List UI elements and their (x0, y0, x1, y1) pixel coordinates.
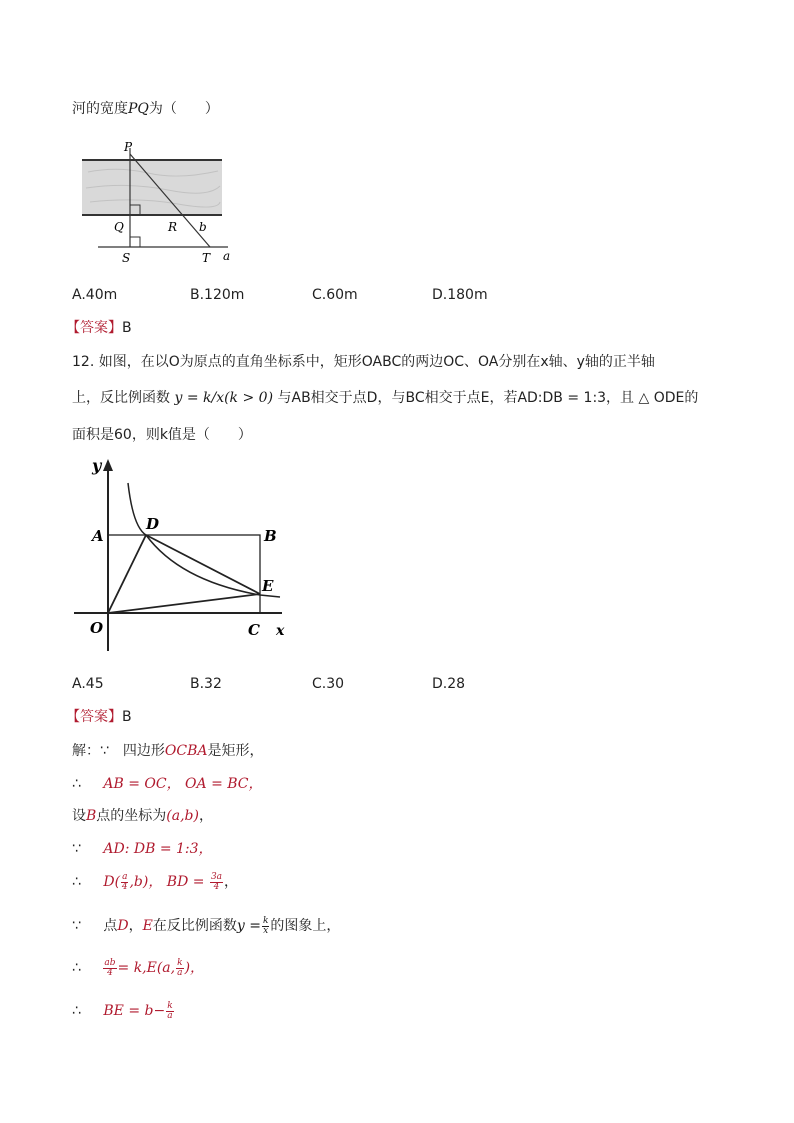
label-x: x (276, 623, 285, 639)
solution-step-5: ∴ D( $\frac{a}{4}$ ,b)， BD = $\frac{3a}{4}$ ， (72, 871, 239, 892)
q12-stem-line3: 面积是60，则k值是（ ） (72, 427, 252, 443)
solution-step-3: 设B点的坐标为(a,b)， (72, 808, 213, 824)
label-c: C (248, 621, 260, 639)
right-angle-s (130, 237, 140, 247)
q11-options (72, 285, 572, 305)
solution-step-6: ∵ 点D，E在反比例函数y = $\frac{k}{x}$ 的图象上， (72, 915, 341, 936)
q11-option-a[interactable]: A.40m (72, 287, 118, 303)
q11-option-d[interactable]: D.180m (432, 287, 488, 303)
q12-function: y = k/x(k > 0) (174, 390, 274, 406)
label-t: T (202, 251, 211, 265)
q12-options (72, 674, 572, 694)
q11-option-c[interactable]: C.60m (312, 287, 358, 303)
q12-option-b[interactable]: B.32 (190, 676, 222, 692)
solution-step-1: 解：∵ 四边形OCBA是矩形， (72, 743, 264, 759)
hyperbola-curve (128, 483, 280, 597)
river-figure (78, 136, 238, 268)
coordinate-figure (70, 455, 290, 655)
label-a-point: A (92, 527, 104, 545)
q12-stem-line1: 12. 如图，在以O为原点的直角坐标系中，矩形OABC的两边OC、OA分别在x轴、y轴的正半轴 (72, 354, 655, 370)
y-axis-arrow (103, 459, 113, 471)
q12-stem-line2: 上，反比例函数 y = k/x(k > 0) 与AB相交于点D，与BC相交于点E，若AD:DB = 1:3，且 △ ODE的 (72, 390, 699, 406)
label-a: a (223, 249, 231, 263)
label-q: Q (114, 220, 124, 234)
label-y: y (92, 456, 102, 475)
segment-od (108, 535, 146, 613)
solution-step-7: ∴ $\frac{ab}{4}$ = k,E(a, $\frac{k}{a}$ )， (72, 957, 205, 978)
solution-step-8: ∴ BE = b− $\frac{k}{a}$ (72, 1000, 173, 1021)
q12-option-c[interactable]: C.30 (312, 676, 345, 692)
label-b-point: B (264, 527, 277, 545)
q11-option-b[interactable]: B.120m (190, 287, 245, 303)
rectangle-oabc (108, 535, 260, 613)
label-s: S (122, 251, 131, 265)
q12-option-a[interactable]: A.45 (72, 676, 104, 692)
q12-option-d[interactable]: D.28 (432, 676, 466, 692)
solution-step-2: ∴ AB = OC， OA = BC， (72, 776, 263, 792)
segment-de (146, 535, 260, 594)
q11-answer: 【答案】B (66, 320, 132, 336)
solution-step-4: ∵ AD: DB = 1:3， (72, 841, 213, 857)
label-r: R (168, 220, 178, 234)
label-b: b (199, 220, 207, 234)
label-e: E (262, 577, 274, 595)
label-p: P (124, 140, 133, 154)
q11-stem: 河的宽度PQ为（ ） (72, 101, 219, 117)
label-d: D (146, 515, 160, 533)
q12-answer: 【答案】B (66, 709, 132, 725)
label-o: O (90, 619, 104, 637)
segment-oe (108, 594, 260, 613)
